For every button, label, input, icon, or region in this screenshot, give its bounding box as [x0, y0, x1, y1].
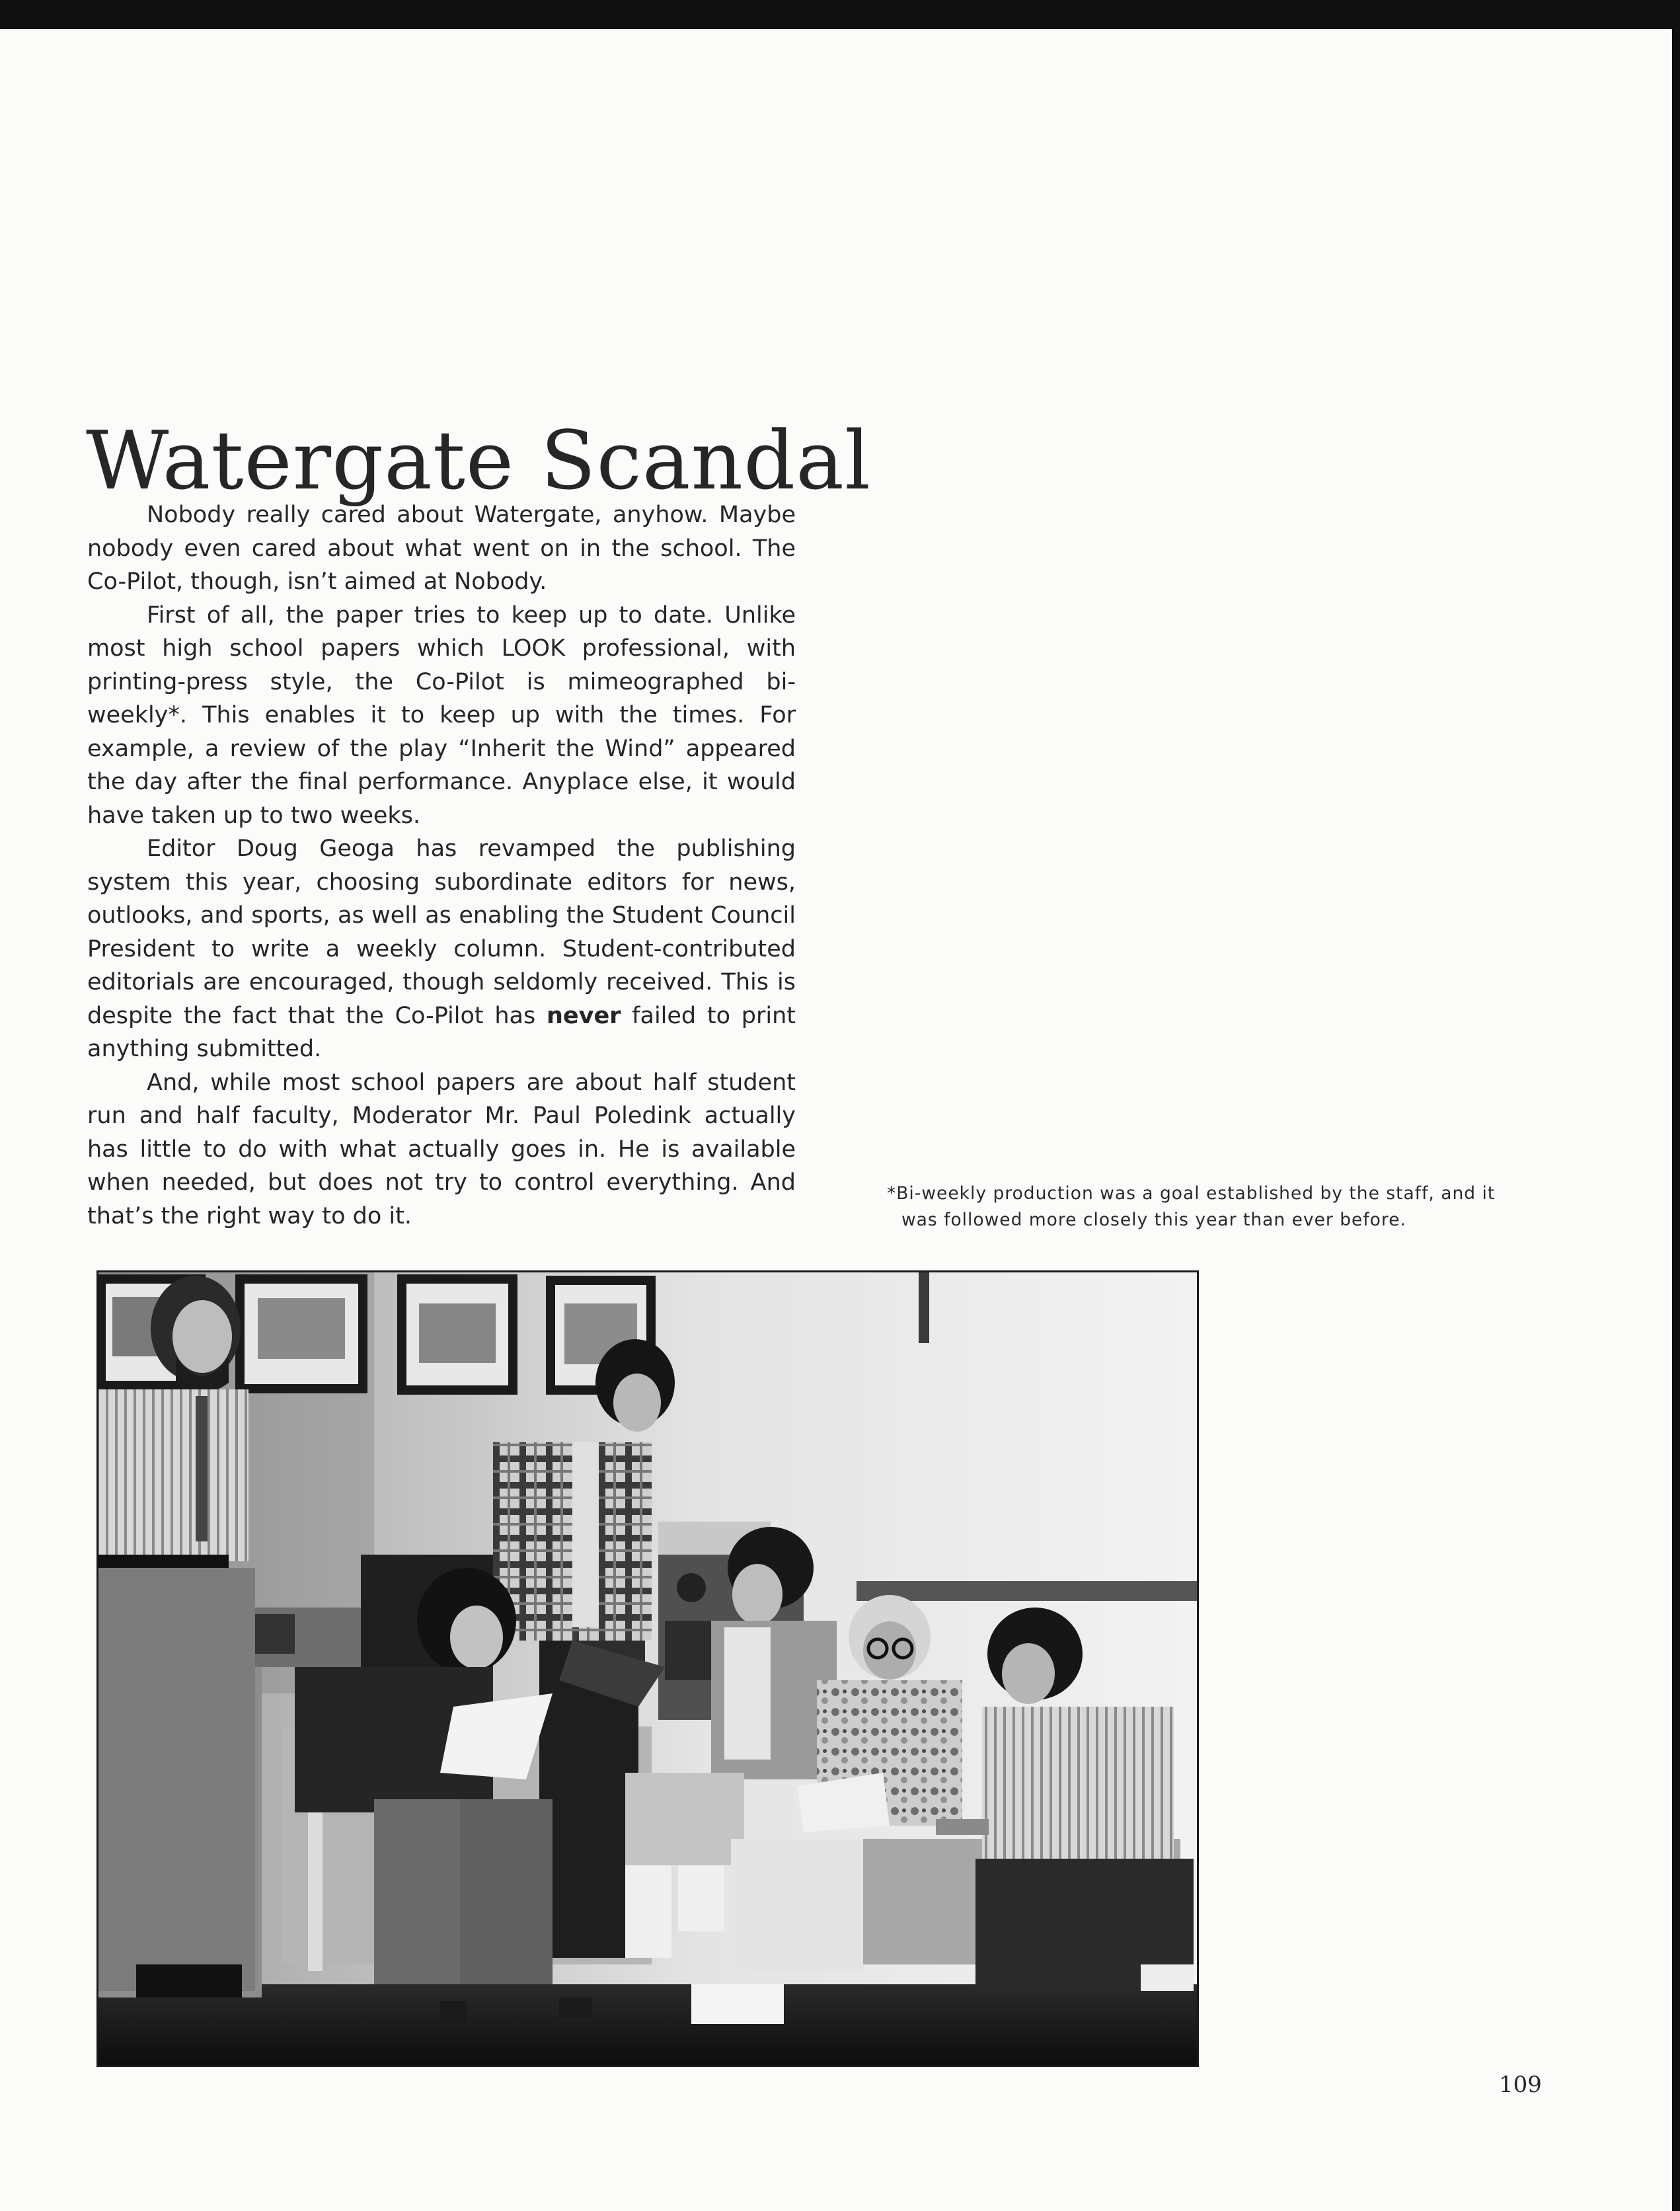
yearbook-page	[0, 29, 1672, 2211]
emphasis-never: never	[546, 1002, 621, 1029]
footnote-line-2: was followed more closely this year than ever before.	[901, 1210, 1406, 1230]
paragraph-4: And, while most school papers are about half student run and half faculty, Moderator Mr. Paul Poledink actually has little to do with what actually goes in. He is available when needed, but does not try to control everything. And that’s the right way to do it.	[87, 1069, 796, 1229]
footnote-line-1: *Bi-weekly production was a goal established by the staff, and it	[887, 1183, 1496, 1204]
footnote	[887, 1181, 1521, 1233]
paragraph-2: First of all, the paper tries to keep up to date. Unlike most high school papers which LOOK professional, with printing-press style, the Co-Pilot is mimeographed bi-weekly*. This enables it to keep up with the times. For example, a review of the play “Inherit the Wind” appeared the day after the final performance. Anyplace else, it would have taken up to two weeks.	[87, 601, 796, 829]
page-number: 109	[1499, 2072, 1542, 2098]
paragraph-3: Editor Doug Geoga has revamped the publishing system this year, choosing subordinate editors for news, outlooks, and sports, as well as enabling the Student Council President to write a weekly column. Student-contributed editorials are encouraged, though seldomly received. This is despite the fact that the Co-Pilot has never failed to print anything submitted.	[87, 835, 796, 1062]
article-title: Watergate Scandal	[86, 413, 871, 508]
paragraph-1: Nobody really cared about Watergate, anyhow. Maybe nobody even cared about what went on in the school. The Co-Pilot, though, isn’t aimed at Nobody.	[87, 502, 796, 595]
newspaper-staff-photo	[96, 1270, 1199, 2067]
article-body	[87, 498, 796, 1233]
